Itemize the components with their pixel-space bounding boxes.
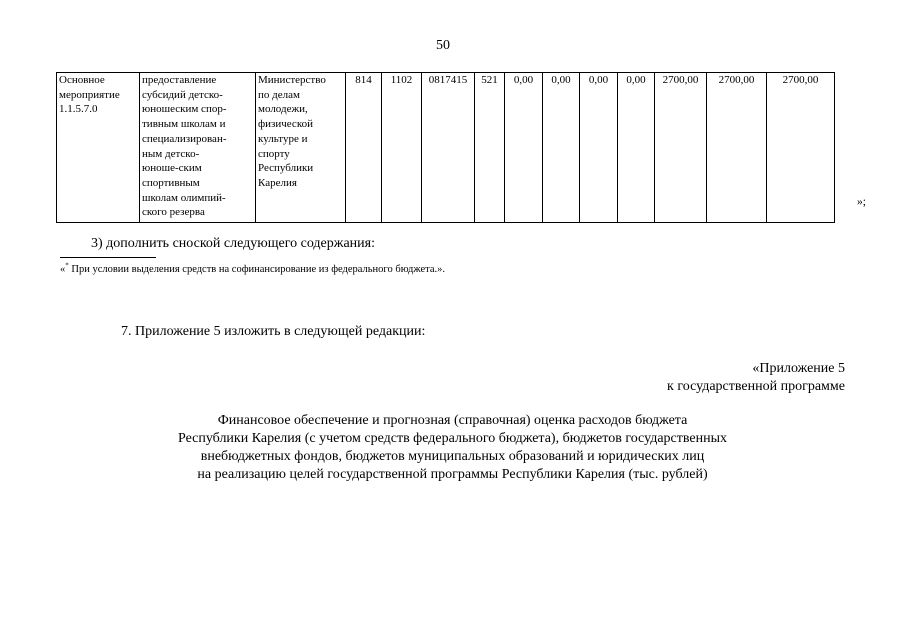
footnote xyxy=(60,261,445,275)
executor-line: спорту xyxy=(258,147,290,160)
section-heading xyxy=(0,412,905,484)
executor-line: физической xyxy=(258,118,313,131)
rzpr-code-cell: 1102 xyxy=(382,73,422,223)
heading-line: на реализацию целей государственной программы Республики Карелия (тыс. рублей) xyxy=(197,467,708,482)
executor-line: Министерство xyxy=(258,74,326,86)
heading-line: внебюджетных фондов, бюджетов муниципальных образований и юридических лиц xyxy=(200,449,705,464)
footnote-text: При условии выделения средств на софинансирование из федерального бюджета.». xyxy=(68,264,445,275)
description-line: предоставление xyxy=(142,74,217,86)
amount-cell: 0,00 xyxy=(580,73,618,223)
event-cell: Основное мероприятие 1.1.5.7.0 xyxy=(57,73,140,223)
heading-line: Республики Карелия (с учетом средств федерального бюджета), бюджетов государственных xyxy=(177,431,728,446)
table-row xyxy=(57,73,835,223)
point-7-text: 7. Приложение 5 изложить в следующей редакции: xyxy=(121,324,426,339)
budget-table xyxy=(56,72,835,223)
footnote-open-quote: « xyxy=(60,264,66,275)
amount-cell: 0,00 xyxy=(618,73,655,223)
executor-cell xyxy=(256,73,346,223)
description-line: спортивным xyxy=(142,176,200,189)
footnote-mark: * xyxy=(65,261,69,270)
appendix-reference xyxy=(667,360,845,396)
appendix-line: «Приложение 5 xyxy=(752,361,845,376)
heading-line: Финансовое обеспечение и прогнозная (справочная) оценка расходов бюджета xyxy=(217,413,688,428)
executor-line: культуре и xyxy=(258,132,308,145)
description-line: юноше-ским xyxy=(142,162,202,175)
description-line: субсидий детско- xyxy=(142,88,223,101)
vr-code-cell: 521 xyxy=(475,73,505,223)
page-number: 50 xyxy=(436,38,450,53)
executor-line: Республики xyxy=(258,162,314,175)
description-line: юношеским спор- xyxy=(142,103,227,116)
amount-cell: 0,00 xyxy=(505,73,543,223)
executor-line: молодежи, xyxy=(258,103,308,116)
footnote-divider xyxy=(60,257,156,258)
description-line: ского резерва xyxy=(142,206,205,219)
description-cell xyxy=(140,73,256,223)
appendix-line: к государственной программе xyxy=(667,379,845,394)
amount-cell: 2700,00 xyxy=(707,73,767,223)
description-line: специализирован- xyxy=(142,132,227,145)
description-line: тивным школам и xyxy=(142,118,226,131)
table-closing-quote: »; xyxy=(857,196,866,208)
executor-line: по делам xyxy=(258,88,300,101)
amount-cell: 2700,00 xyxy=(767,73,835,223)
amount-cell: 2700,00 xyxy=(655,73,707,223)
amount-cell: 0,00 xyxy=(543,73,580,223)
description-line: ным детско- xyxy=(142,147,200,160)
executor-line: Карелия xyxy=(258,176,297,189)
csr-code-cell: 0817415 xyxy=(422,73,475,223)
grbs-code-cell: 814 xyxy=(346,73,382,223)
point-3-text: 3) дополнить сноской следующего содержания: xyxy=(91,236,375,251)
description-line: школам олимпий- xyxy=(142,191,226,204)
